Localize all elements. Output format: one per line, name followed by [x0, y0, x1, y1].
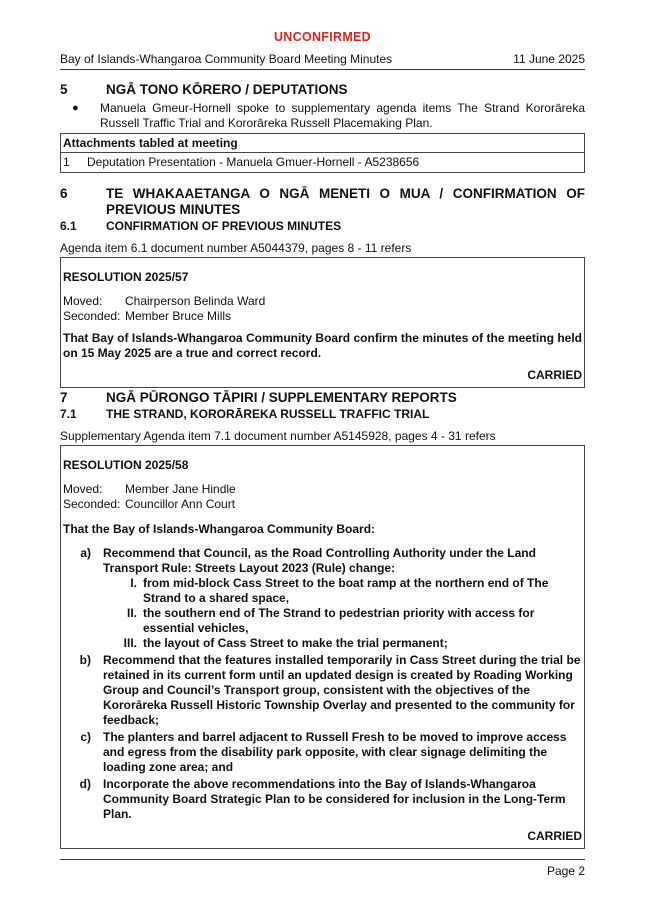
seconded-label: Seconded:: [63, 309, 121, 323]
attachment-number: 1: [63, 155, 70, 169]
agenda-reference: Supplementary Agenda item 7.1 document number A5145928, pages 4 - 31 refers: [60, 429, 585, 446]
section-title: NGĀ TONO KŌRERO / DEPUTATIONS: [106, 82, 348, 97]
list-item-a: [63, 546, 582, 576]
section-6-heading: [60, 186, 585, 218]
list-text: Incorporate the above recommendations into the Bay of Islands-Whangaroa Community Board Strategic Plan to be considered for inclusion in the Long-Term Plan.: [103, 777, 566, 821]
subsection-6-1-heading: [60, 219, 585, 234]
subsection-title: THE STRAND, KORORĀREKA RUSSELL TRAFFIC TRIAL: [106, 407, 430, 421]
sub-item-1: [63, 576, 582, 606]
sub-item-text: the southern end of The Strand to pedestrian priority with access for essential vehicles,: [143, 606, 535, 635]
list-item-b: [63, 653, 582, 728]
header-title: Bay of Islands-Whangaroa Community Board Meeting Minutes: [60, 52, 393, 66]
section-number: 6: [60, 186, 68, 201]
resolution-title: RESOLUTION 2025/58: [63, 458, 189, 472]
list-text: The planters and barrel adjacent to Russell Fresh to be moved to improve access and egress from the disability park opposite, with clear signage delimiting the loading zone area; and: [103, 730, 567, 774]
sub-item-text: from mid-block Cass Street to the boat ramp at the northern end of The Strand to a shared space,: [143, 576, 549, 605]
bullet-icon: ●: [72, 102, 79, 114]
seconded-label: Seconded:: [63, 497, 121, 511]
resolution-box: [60, 446, 585, 849]
moved-row: [63, 294, 582, 309]
list-item-c: [63, 730, 582, 775]
unconfirmed-stamp: UNCONFIRMED: [273, 30, 372, 44]
carried-label: CARRIED: [527, 829, 582, 843]
bullet-text: Manuela Gmeur-Hornell spoke to supplementary agenda items The Strand Kororāreka Russell Traffic Trial and Kororāreka Russell Placemaking Plan.: [100, 101, 585, 130]
moved-by: Chairperson Belinda Ward: [125, 294, 266, 308]
list-text: Recommend that the features installed temporarily in Cass Street during the trial be retained in its current form until an updated design is created by Roading Working Group and Council’s Transport group, consistent with the objectives of the Kororāreka Russell Historic Township Overlay and presented to the community for feedback;: [103, 653, 581, 727]
sub-item-2: [63, 606, 582, 636]
list-letter: b): [79, 653, 91, 667]
agenda-reference: Agenda item 6.1 document number A5044379, pages 8 - 11 refers: [60, 241, 585, 258]
list-text: Recommend that Council, as the Road Controlling Authority under the Land Transport Rule: Streets Layout 2023 (Rule) change:: [103, 546, 536, 575]
attachments-table: [60, 133, 585, 173]
section-number: 7: [60, 390, 68, 405]
seconded-by: Councillor Ann Court: [125, 497, 236, 511]
seconded-row: [63, 309, 582, 324]
seconded-row: [63, 497, 582, 512]
attachment-link[interactable]: Deputation Presentation - Manuela Gmuer-Hornell - A5238656: [87, 155, 420, 169]
resolution-title: RESOLUTION 2025/57: [63, 270, 189, 284]
recommendation-list: [63, 546, 582, 822]
resolution-box: [60, 258, 585, 388]
list-item-d: [63, 777, 582, 822]
moved-row: [63, 482, 582, 497]
page-number: Page 2: [546, 864, 585, 878]
seconded-by: Member Bruce Mills: [125, 309, 232, 323]
moved-label: Moved:: [63, 294, 103, 308]
moved-by: Member Jane Hindle: [125, 482, 236, 496]
minutes-content: [60, 82, 585, 849]
carried-label: CARRIED: [527, 368, 582, 382]
moved-label: Moved:: [63, 482, 103, 496]
section-title: TE WHAKAAETANGA O NGĀ MENETI O MUA / CONFIRMATION OF PREVIOUS MINUTES: [106, 186, 585, 217]
section-title: NGĀ PŪRONGO TĀPIRI / SUPPLEMENTARY REPORTS: [106, 390, 457, 405]
subsection-title: CONFIRMATION OF PREVIOUS MINUTES: [106, 219, 342, 233]
list-letter: a): [80, 546, 91, 560]
page-footer: [60, 859, 585, 878]
deputation-bullet: [60, 101, 585, 131]
subsection-number: 6.1: [60, 219, 77, 233]
sub-item-text: the layout of Cass Street to make the trial permanent;: [143, 636, 448, 650]
roman-numeral: II.: [126, 606, 137, 620]
attachment-row: [61, 153, 584, 172]
section-7-heading: [60, 390, 585, 406]
running-header: [60, 52, 585, 70]
resolution-text: That Bay of Islands-Whangaroa Community Board confirm the minutes of the meeting held on 15 May 2025 are a true and correct record.: [63, 331, 582, 360]
resolution-intro: That the Bay of Islands-Whangaroa Community Board:: [63, 522, 376, 536]
subsection-7-1-heading: [60, 407, 585, 422]
roman-numeral: I.: [130, 576, 137, 590]
list-letter: c): [80, 730, 91, 744]
attachments-heading: Attachments tabled at meeting: [61, 134, 584, 153]
list-letter: d): [79, 777, 91, 791]
section-5-heading: [60, 82, 585, 98]
sub-item-3: [63, 636, 582, 651]
subsection-number: 7.1: [60, 407, 77, 421]
roman-numeral: III.: [123, 636, 137, 650]
header-date: 11 June 2025: [513, 52, 585, 66]
section-number: 5: [60, 82, 68, 97]
